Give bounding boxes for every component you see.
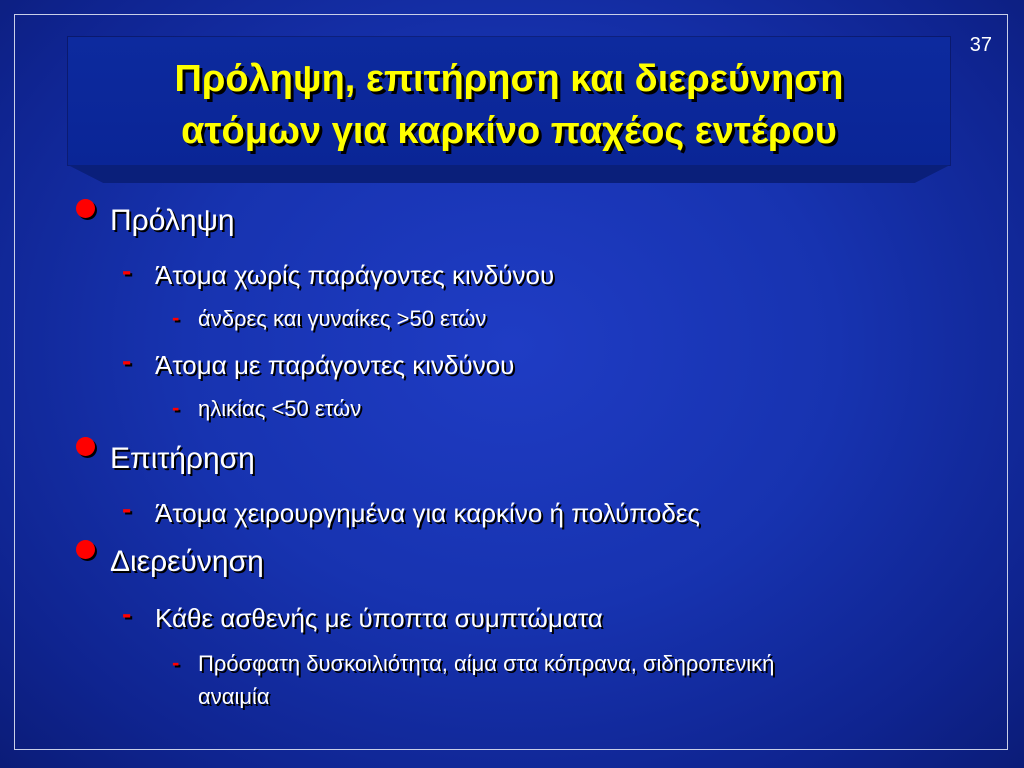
dash-bullet-icon: - <box>172 395 180 420</box>
bullet-level1-prevention: Πρόληψη <box>110 204 235 237</box>
dash-bullet-icon: - <box>122 493 132 524</box>
dash-bullet-icon: - <box>172 650 180 675</box>
slide-number: 37 <box>969 34 992 56</box>
bullet-level1-investigation: Διερεύνηση <box>110 545 264 578</box>
bullet-level2-no-risk: Άτομα χωρίς παράγοντες κινδύνου <box>155 260 555 290</box>
bullet-dot-icon <box>76 199 95 218</box>
dash-bullet-icon: - <box>122 345 132 376</box>
dash-bullet-icon: - <box>122 255 132 286</box>
title-line-1: Πρόληψη, επιτήρηση και διερεύνηση <box>174 58 844 100</box>
bullet-dot-icon <box>76 540 95 559</box>
dash-bullet-icon: - <box>122 598 132 629</box>
bullet-level1-surveillance: Επιτήρηση <box>110 442 255 475</box>
bullet-dot-icon <box>76 437 95 456</box>
bullet-level3-age: ηλικίας <50 ετών <box>198 396 362 421</box>
bullet-level2-symptoms: Κάθε ασθενής με ύποπτα συμπτώματα <box>155 603 603 633</box>
bullet-level3-recent-symptoms: Πρόσφατη δυσκοιλιότητα, αίμα στα κόπρανα, σιδηροπενική <box>198 651 775 676</box>
bullet-level3-anemia: αναιμία <box>198 684 270 709</box>
bullet-level2-with-risk: Άτομα με παράγοντες κινδύνου <box>155 350 515 380</box>
title-line-2: ατόμων για καρκίνο παχέος εντέρου <box>181 110 837 152</box>
dash-bullet-icon: - <box>172 305 180 330</box>
bullet-level2-operated: Άτομα χειρουργημένα για καρκίνο ή πολύποδες <box>155 498 700 528</box>
bullet-level3-men-women: άνδρες και γυναίκες >50 ετών <box>198 306 487 331</box>
